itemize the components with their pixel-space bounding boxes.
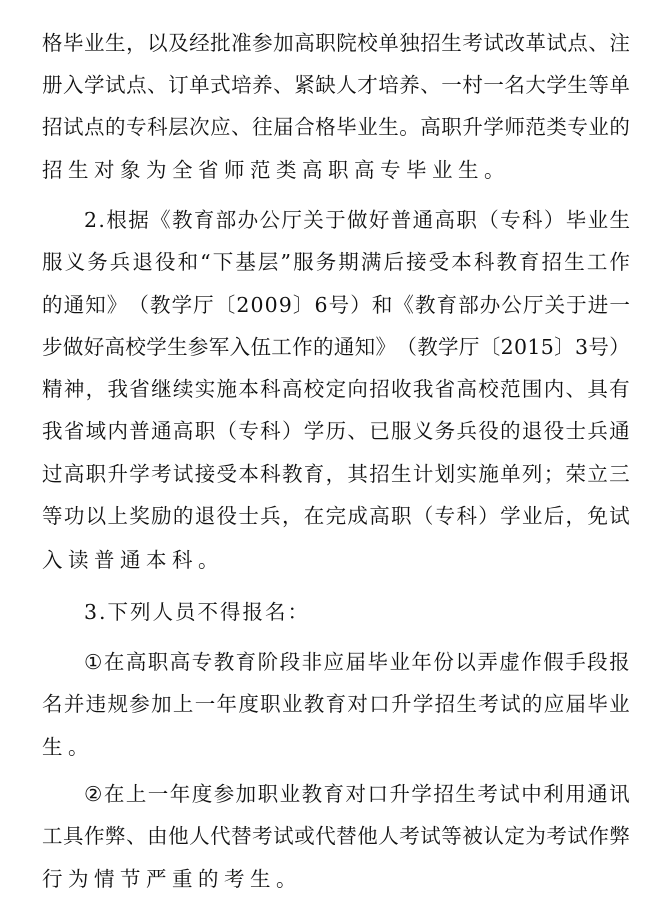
text-line: 我 省 域 内 普 通 高 职 （ 专 科 ） 学 历 、 已 服 义 务 兵 役 的 退 役 士 兵 通 bbox=[42, 419, 630, 443]
text-line: 名 并 违 规 参 加 上 一 年 度 职 业 教 育 对 口 升 学 招 生 考 试 的 应 届 毕 业 bbox=[42, 692, 630, 716]
text-line: 招生对象为全省师范类高职高专毕业生。 bbox=[42, 158, 510, 182]
text-line: 工 具 作 弊 、 由 他 人 代 替 考 试 或 代 替 他 人 考 试 等 被 认 定 为 考 试 作 弊 bbox=[42, 824, 630, 848]
text-line: 的 通 知 》 （ 教 学 厅 〔 2 0 0 9 〕 6 号 ） 和 《 教 育 部 办 公 厅 关 于 进 一 bbox=[42, 293, 630, 317]
numbered-paragraph-line: 2 . 根 据 《 教 育 部 办 公 厅 关 于 做 好 普 通 高 职 （ 专 科 ） 毕 业 生 bbox=[84, 208, 630, 232]
text-line: 入读普通本科。 bbox=[42, 548, 224, 572]
text-line: 步 做 好 高 校 学 生 参 军 入 伍 工 作 的 通 知 》 （ 教 学 厅 〔 2 0 1 5 〕 3 号 ） bbox=[42, 335, 630, 359]
text-line: 招 试 点 的 专 科 层 次 应 、 往 届 合 格 毕 业 生 。 高 职 升 学 师 范 类 专 业 的 bbox=[42, 115, 630, 139]
text-line: 册 入 学 试 点 、 订 单 式 培 养 、 紧 缺 人 才 培 养 、 一 村 一 名 大 学 生 等 单 bbox=[42, 73, 630, 97]
list-item-line: ② 在 上 一 年 度 参 加 职 业 教 育 对 口 升 学 招 生 考 试 中 利 用 通 讯 bbox=[84, 782, 630, 806]
numbered-paragraph-line: 3.下列人员不得报名： bbox=[84, 600, 311, 624]
list-item-line: ① 在 高 职 高 专 教 育 阶 段 非 应 届 毕 业 年 份 以 弄 虚 作 假 手 段 报 bbox=[84, 650, 630, 674]
text-line: 等 功 以 上 奖 励 的 退 役 士 兵 ， 在 完 成 高 职 （ 专 科 ） 学 业 后 ， 免 试 bbox=[42, 504, 630, 528]
text-line: 生。 bbox=[42, 735, 94, 759]
text-line: 行为情节严重的考生。 bbox=[42, 867, 302, 891]
text-line: 过 高 职 升 学 考 试 接 受 本 科 教 育 ， 其 招 生 计 划 实 施 单 列 ； 荣 立 三 bbox=[42, 462, 630, 486]
text-line: 服 义 务 兵 退 役 和 “ 下 基 层 ” 服 务 期 满 后 接 受 本 科 教 育 招 生 工 作 bbox=[42, 250, 630, 274]
text-line: 精 神 ， 我 省 继 续 实 施 本 科 高 校 定 向 招 收 我 省 高 校 范 围 内 、 具 有 bbox=[42, 377, 630, 401]
text-line: 格 毕 业 生 ， 以 及 经 批 准 参 加 高 职 院 校 单 独 招 生 考 试 改 革 试 点 、 注 bbox=[42, 31, 630, 55]
